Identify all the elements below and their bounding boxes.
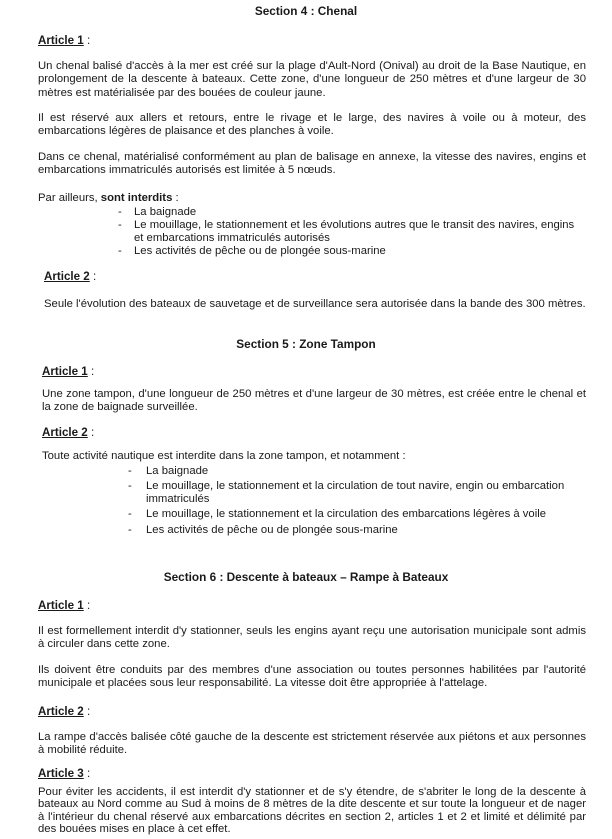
section-6-article-1-heading: Article 1 : bbox=[38, 599, 91, 612]
section-4-article-1-paragraph-2: Il est réservé aux allers et retours, entre le rivage et le large, des navires à voile ou à moteur, des embarcations légères de plaisance et des planches à voile. bbox=[38, 112, 586, 138]
section-4-article-1-heading: Article 1 : bbox=[38, 34, 91, 47]
list-item: - Le mouillage, le stationnement et les évolutions autres que le transit des navires, engins et embarcations immatriculés autorisés bbox=[118, 219, 575, 245]
section-4-article-1-prohibitions-intro: Par ailleurs, sont interdits : bbox=[38, 192, 179, 204]
section-6-article-3-paragraph: Pour éviter les accidents, il est interdit d'y stationner et de s'y étendre, de s'abriter le long de la descente à bateaux au Nord comme au Sud à moins de 8 mètres de la dite descente et sur toute la longueur et de nager à l'intérieur du chenal réservé aux embarcations décrites en section 2, articles 1 et 2 et limité et délimité par des bouées mises en place à cet effet. bbox=[38, 786, 586, 836]
section-4-article-1-paragraph-3: Dans ce chenal, matérialisé conformément au plan de balisage en annexe, la vitesse des navires, engins et embarcations immatriculés autorisés est limitée à 5 nœuds. bbox=[38, 151, 586, 177]
section-4-title: Section 4 : Chenal bbox=[254, 4, 358, 18]
section-6-article-2-heading: Article 2 : bbox=[38, 705, 91, 718]
list-item: - Les activités de pêche ou de plongée sous-marine bbox=[118, 245, 386, 257]
section-5-article-2-paragraph: Toute activité nautique est interdite dans la zone tampon, et notamment : bbox=[42, 450, 406, 462]
list-item: - Le mouillage, le stationnement et la circulation des embarcations légères à voile bbox=[128, 508, 547, 520]
list-item: - Les activités de pêche ou de plongée sous-marine bbox=[128, 524, 398, 536]
section-6-article-3-heading: Article 3 : bbox=[38, 767, 91, 780]
section-5-title: Section 5 : Zone Tampon bbox=[236, 337, 376, 351]
section-5-article-1-heading: Article 1 : bbox=[42, 365, 95, 378]
list-item: - La baignade bbox=[118, 206, 197, 218]
section-6-article-1-paragraph-1: Il est formellement interdit d'y stationner, seuls les engins ayant reçu une autorisation municipale sont admis à circuler dans cette zone. bbox=[38, 625, 586, 651]
section-6-title: Section 6 : Descente à bateaux – Rampe à Bateaux bbox=[163, 570, 449, 584]
section-4-article-1-paragraph-1: Un chenal balisé d'accès à la mer est créé sur la plage d'Ault-Nord (Onival) au droit de la Base Nautique, en prolongement de la descente à bateaux. Cette zone, d'une longueur de 250 mètres et d'une largeur de 30 mètres est matérialisée par des bouées de couleur jaune. bbox=[38, 60, 586, 99]
section-4-article-2-heading: Article 2 : bbox=[44, 270, 97, 283]
section-6-article-2-paragraph: La rampe d'accès balisée côté gauche de la descente est strictement réservée aux piétons et aux personnes à mobilité réduite. bbox=[38, 731, 586, 757]
section-4-article-2-paragraph: Seule l'évolution des bateaux de sauvetage et de surveillance sera autorisée dans la bande des 300 mètres. bbox=[44, 298, 586, 310]
section-5-article-1-paragraph: Une zone tampon, d'une longueur de 250 mètres et d'une largeur de 30 mètres, est créée entre le chenal et la zone de baignade surveillée. bbox=[42, 388, 586, 414]
list-item: - La baignade bbox=[128, 465, 209, 477]
section-5-article-2-heading: Article 2 : bbox=[42, 426, 95, 439]
section-6-article-1-paragraph-2: Ils doivent être conduits par des membres d'une association ou toutes personnes habilitées par l'autorité municipale et placées sous leur responsabilité. La vitesse doit être appropriée à l'attelage. bbox=[38, 664, 586, 690]
list-item: - Le mouillage, le stationnement et la circulation de tout navire, engin ou embarcation immatriculés bbox=[128, 480, 565, 506]
